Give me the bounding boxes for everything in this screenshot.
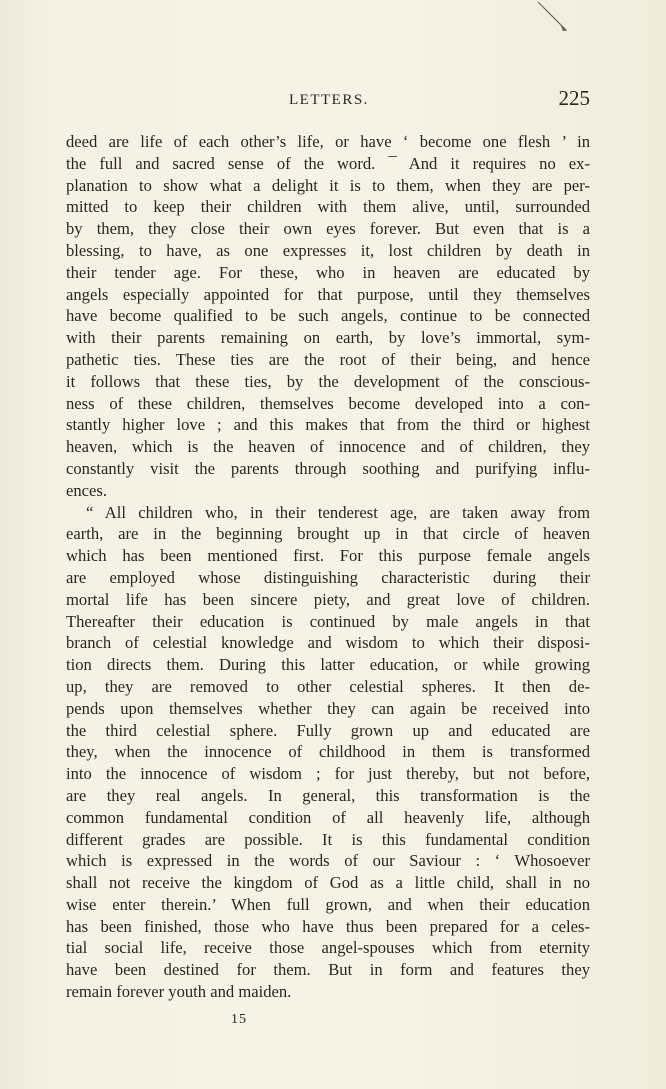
text-line: common fundamental condition of all heavenly life, although: [66, 807, 590, 827]
text-line: mortal life has been sincere piety, and great love of children.: [66, 589, 590, 609]
text-line: ness of these children, themselves become developed into a con-: [66, 393, 590, 413]
page-corner-mark: [536, 0, 572, 34]
text-line: angels especially appointed for that purpose, until they themselves: [66, 284, 590, 304]
text-line: branch of celestial knowledge and wisdom to which their disposi-: [66, 633, 590, 653]
text-line: “ All children who, in their tenderest age, are taken away from: [86, 502, 590, 522]
text-line: they, when the innocence of childhood in them is transformed: [66, 742, 590, 762]
text-line: up, they are removed to other celestial spheres. It then de-: [66, 676, 590, 696]
text-line: has been finished, those who have thus been prepared for a celes-: [66, 916, 590, 936]
text-line: planation to show what a delight it is to them, when they are per-: [66, 175, 590, 195]
page-number: 225: [558, 86, 590, 110]
text-line: their tender age. For these, who in heaven are educated by: [66, 262, 590, 282]
page-header: [66, 88, 590, 114]
text-line: different grades are possible. It is this fundamental condition: [66, 829, 590, 849]
body-text: [66, 131, 590, 1003]
text-line: tial social life, receive those angel-spouses which from eternity: [66, 938, 590, 958]
text-line: have become qualified to be such angels, continue to be connected: [66, 306, 590, 326]
signature-mark: 15: [231, 1012, 247, 1027]
text-line: shall not receive the kingdom of God as a little child, shall in no: [66, 873, 590, 893]
running-head: LETTERS.: [289, 92, 369, 108]
text-line: by them, they close their own eyes forever. But even that is a: [66, 219, 590, 239]
text-line: wise enter therein.’ When full grown, and when their education: [66, 894, 590, 914]
text-line: the full and sacred sense of the word. ¯ And it requires no ex-: [66, 153, 590, 173]
text-line: Thereafter their education is continued by male angels in that: [66, 611, 590, 631]
text-line: pends upon themselves whether they can again be received into: [66, 698, 590, 718]
text-line: which has been mentioned first. For this purpose female angels: [66, 546, 590, 566]
text-line: tion directs them. During this latter education, or while growing: [66, 655, 590, 675]
text-line: earth, are in the beginning brought up in that circle of heaven: [66, 524, 590, 544]
text-line: blessing, to have, as one expresses it, lost children by death in: [66, 240, 590, 260]
text-line: with their parents remaining on earth, by love’s immortal, sym-: [66, 328, 590, 348]
paragraph-1: [66, 131, 590, 502]
text-line: ences.: [66, 480, 107, 500]
text-line: which is expressed in the words of our Saviour : ‘ Whosoever: [66, 851, 590, 871]
text-line: are employed whose distinguishing characteristic during their: [66, 567, 590, 587]
text-line: mitted to keep their children with them alive, until, surrounded: [66, 197, 590, 217]
text-line: constantly visit the parents through soothing and purifying influ-: [66, 458, 590, 478]
text-line: are they real angels. In general, this transformation is the: [66, 785, 590, 805]
text-line: the third celestial sphere. Fully grown up and educated are: [66, 720, 590, 740]
text-line: into the innocence of wisdom ; for just thereby, but not before,: [66, 764, 590, 784]
text-line: remain forever youth and maiden.: [66, 982, 292, 1002]
text-line: pathetic ties. These ties are the root of their being, and hence: [66, 349, 590, 369]
paragraph-2: [66, 502, 590, 1003]
text-line: have been destined for them. But in form and features they: [66, 960, 590, 980]
text-line: it follows that these ties, by the development of the conscious-: [66, 371, 590, 391]
text-line: deed are life of each other’s life, or have ‘ become one flesh ’ in: [66, 132, 590, 151]
text-line: stantly higher love ; and this makes that from the third or highest: [66, 415, 590, 435]
text-line: heaven, which is the heaven of innocence and of children, they: [66, 437, 590, 457]
